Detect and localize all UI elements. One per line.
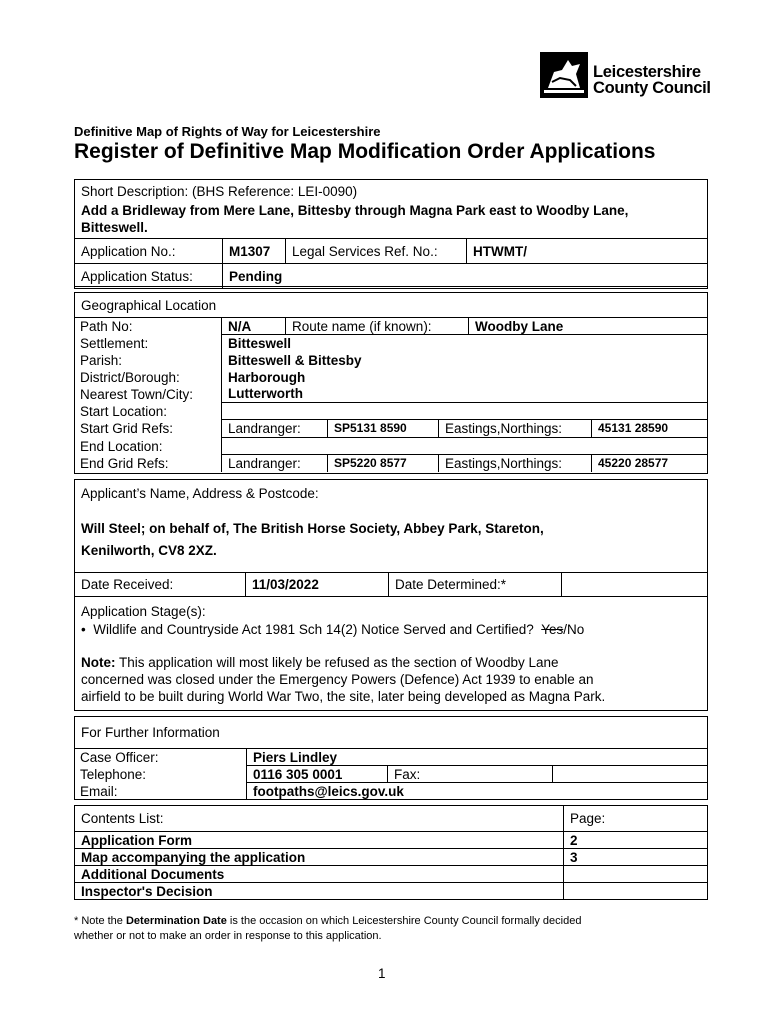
contents-row xyxy=(75,866,708,883)
application-stage-label: Application Stage(s): xyxy=(81,604,206,619)
contents-item-label: Map accompanying the application xyxy=(75,849,564,866)
applicant-line-1: Will Steel; on behalf of, The British Horse Society, Abbey Park, Stareton, xyxy=(81,521,544,536)
short-description-label: Short Description: (BHS Reference: LEI-0090) xyxy=(81,184,358,199)
end-location-label: End Location: xyxy=(74,438,222,455)
start-eastings-label: Eastings,Northings: xyxy=(445,421,563,436)
legal-ref-value: HTWMT/ xyxy=(467,239,708,264)
parish-label: Parish: xyxy=(74,352,222,369)
contents-item-label: Application Form xyxy=(75,832,564,849)
short-description-text: Add a Bridleway from Mere Lane, Bittesby through Magna Park east to Woodby Lane, Bitteswell. xyxy=(81,203,629,235)
date-received-label: Date Received: xyxy=(75,573,246,597)
end-landranger-label: Landranger: xyxy=(228,456,301,471)
geo-heading: Geographical Location xyxy=(81,298,217,313)
applicant-section xyxy=(74,479,708,711)
footnote-bold: Determination Date xyxy=(125,915,227,927)
case-officer-label: Case Officer: xyxy=(74,749,247,766)
note-line-1: This application will most likely be refused as the section of Woodby Lane xyxy=(115,655,559,670)
application-no-label: Application No.: xyxy=(75,239,223,264)
email-label: Email: xyxy=(74,783,247,800)
email-value: footpaths@leics.gov.uk xyxy=(247,783,709,800)
bullet-icon: • xyxy=(81,622,94,637)
start-location-value xyxy=(222,403,709,420)
legal-ref-label: Legal Services Ref. No.: xyxy=(286,239,467,264)
end-eastings-value: 45220 28577 xyxy=(591,455,668,472)
parish-value: Bitteswell & Bittesby xyxy=(228,352,362,368)
summary-section xyxy=(74,179,708,287)
route-name-value: Woodby Lane xyxy=(469,318,709,335)
contents-item-label: Inspector's Decision xyxy=(75,883,564,900)
note-label: Note: xyxy=(81,655,116,670)
contents-item-page xyxy=(564,883,708,900)
start-eastings-value: 45131 28590 xyxy=(591,420,668,437)
application-status-value: Pending xyxy=(223,264,708,289)
telephone-value: 0116 305 0001 xyxy=(247,766,388,783)
nearest-town-value: Lutterworth xyxy=(228,386,303,402)
fox-crest-icon xyxy=(540,52,588,98)
contents-row xyxy=(75,849,708,866)
logo-wordmark xyxy=(593,64,711,96)
contents-row xyxy=(75,883,708,900)
geographical-section xyxy=(74,292,708,474)
stage-bullet-text: Wildlife and Countryside Act 1981 Sch 14(2) Notice Served and Certified? xyxy=(93,622,534,637)
contents-heading: Contents List: xyxy=(75,806,564,832)
footnote xyxy=(74,914,581,944)
note-line-3: airfield to be built during World War Two, the site, later being developed as Magna Park. xyxy=(81,689,606,704)
contents-table xyxy=(74,805,708,900)
note-block xyxy=(81,654,605,705)
date-determined-label: Date Determined:* xyxy=(389,573,562,597)
applicant-label: Applicant’s Name, Address & Postcode: xyxy=(81,486,319,501)
settlement-label: Settlement: xyxy=(74,335,222,352)
contents-item-page xyxy=(564,866,708,883)
further-info-heading: For Further Information xyxy=(81,725,220,740)
start-grid-label: Start Grid Refs: xyxy=(74,420,222,438)
end-grid-label: End Grid Refs: xyxy=(74,455,222,473)
document-kicker: Definitive Map of Rights of Way for Leicestershire xyxy=(74,124,381,139)
footnote-pre: * Note the xyxy=(74,915,126,927)
date-received-value: 11/03/2022 xyxy=(246,573,389,597)
application-status-label: Application Status: xyxy=(75,264,223,289)
telephone-label: Telephone: xyxy=(74,766,247,783)
council-logo xyxy=(540,52,720,100)
page-heading: Page: xyxy=(564,806,708,832)
end-location-value xyxy=(222,438,709,455)
district-label: District/Borough: xyxy=(74,369,222,386)
page-number: 1 xyxy=(378,966,386,981)
start-landranger-label: Landranger: xyxy=(228,421,301,436)
further-info-section xyxy=(74,716,708,800)
stage-bullet xyxy=(81,622,584,637)
note-line-2: concerned was closed under the Emergency Powers (Defence) Act 1939 to enable an xyxy=(81,672,594,687)
applicant-details xyxy=(81,518,544,562)
contents-item-page: 2 xyxy=(564,832,708,849)
fax-value xyxy=(553,766,709,783)
case-officer-value: Piers Lindley xyxy=(247,749,709,766)
start-location-label: Start Location: xyxy=(74,403,222,420)
start-landranger-value: SP5131 8590 xyxy=(327,420,439,437)
logo-line-2: County Council xyxy=(593,79,711,97)
settlement-value: Bitteswell xyxy=(222,335,709,352)
path-no-value: N/A xyxy=(222,318,286,335)
route-name-label: Route name (if known): xyxy=(286,318,469,335)
nearest-town-label: Nearest Town/City: xyxy=(74,386,222,403)
end-landranger-value: SP5220 8577 xyxy=(327,455,439,472)
applicant-line-2: Kenilworth, CV8 2XZ. xyxy=(81,543,217,558)
contents-item-label: Additional Documents xyxy=(75,866,564,883)
stage-no: /No xyxy=(563,622,585,637)
footnote-line-2: whether or not to make an order in response to this application. xyxy=(74,930,382,942)
contents-item-page: 3 xyxy=(564,849,708,866)
page-title: Register of Definitive Map Modification Order Applications xyxy=(74,140,656,163)
district-value: Harborough xyxy=(228,369,306,385)
contents-row xyxy=(75,832,708,849)
logo-line-1: Leicestershire xyxy=(593,63,701,81)
end-eastings-label: Eastings,Northings: xyxy=(445,456,563,471)
footnote-line-1: is the occasion on which Leicestershire County Council formally decided xyxy=(226,915,582,927)
fax-label: Fax: xyxy=(388,766,553,783)
date-determined-value xyxy=(562,573,708,597)
application-no-value: M1307 xyxy=(223,239,286,264)
stage-yes-struck: Yes xyxy=(541,622,564,637)
path-no-label: Path No: xyxy=(74,318,222,335)
